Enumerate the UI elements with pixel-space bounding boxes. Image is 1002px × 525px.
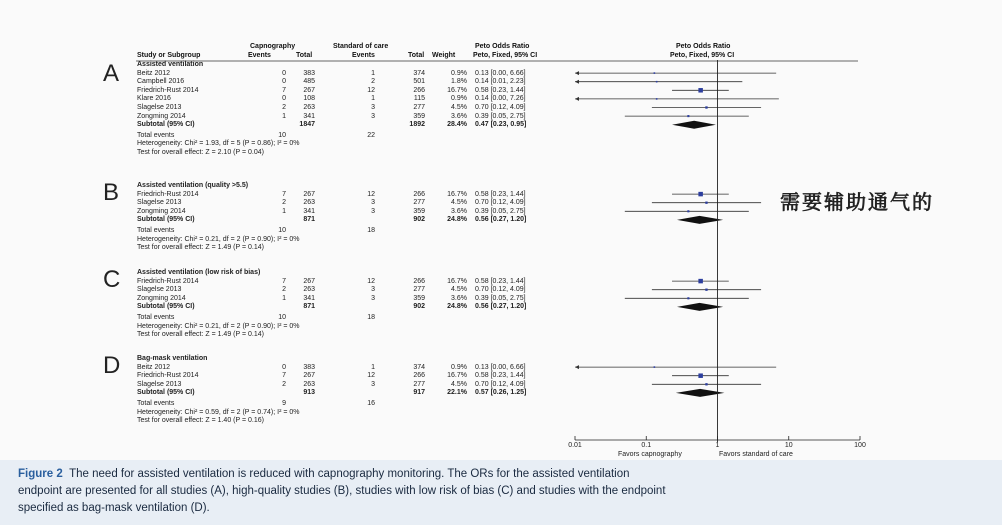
- or-ci-text: 0.58 [0.23, 1.44]: [475, 277, 526, 285]
- total-capnography: 267: [303, 277, 315, 285]
- events-standard: 1: [371, 69, 375, 77]
- caption-text-1: The need for assisted ventilation is reduced with capnography monitoring. The ORs for the assisted ventilation: [69, 468, 630, 480]
- subtotal-diamond: [677, 303, 723, 311]
- header-total-2: Total: [408, 52, 425, 59]
- ci-arrow: [575, 365, 579, 369]
- total-capnography: 263: [303, 286, 315, 294]
- weight: 16.7%: [447, 86, 467, 94]
- total-events-capnography: 10: [278, 131, 286, 139]
- header-weight: Weight: [432, 52, 456, 59]
- favors-standard-of-care-label: Favors standard of care: [719, 451, 793, 458]
- events-standard: 12: [367, 372, 375, 380]
- header-or-right: Peto Odds Ratio: [676, 43, 731, 50]
- subtotal-weight: 28.4%: [447, 121, 467, 129]
- study-name: Klare 2016: [137, 95, 171, 103]
- or-ci-text: 0.70 [0.12, 4.09]: [475, 380, 526, 388]
- total-events-label: Total events: [137, 131, 175, 139]
- or-ci-text: 0.58 [0.23, 1.44]: [475, 372, 526, 380]
- study-marker: [687, 115, 689, 117]
- weight: 0.9%: [451, 69, 467, 77]
- total-standard: 501: [413, 78, 425, 86]
- header-or-left-sub: Peto, Fixed, 95% CI: [473, 52, 538, 59]
- total-events-standard: 18: [367, 227, 375, 234]
- study-name: Beitz 2012: [137, 69, 171, 77]
- total-events-capnography: 9: [282, 400, 286, 407]
- total-events-label: Total events: [137, 227, 175, 234]
- events-capnography: 0: [282, 69, 286, 77]
- total-standard: 266: [413, 372, 425, 380]
- events-capnography: 1: [282, 294, 286, 302]
- total-standard: 115: [413, 95, 425, 103]
- events-capnography: 7: [282, 190, 286, 198]
- study-marker: [698, 88, 702, 92]
- heterogeneity-text: Heterogeneity: Chi² = 0.21, df = 2 (P = 0.90); I² = 0%: [137, 235, 300, 243]
- total-standard: 277: [413, 286, 425, 294]
- events-capnography: 2: [282, 380, 286, 388]
- or-ci-text: 0.70 [0.12, 4.09]: [475, 286, 526, 294]
- group-title: Assisted ventilation (low risk of bias): [137, 269, 261, 276]
- caption-line-3: specified as bag-mask ventilation (D).: [18, 502, 210, 514]
- ci-arrow: [575, 97, 579, 101]
- header-events-1: Events: [248, 52, 271, 59]
- study-marker: [656, 81, 658, 83]
- events-standard: 3: [371, 199, 375, 207]
- study-marker: [705, 289, 707, 291]
- total-standard: 359: [413, 207, 425, 215]
- total-events-label: Total events: [137, 314, 175, 321]
- total-capnography: 267: [303, 190, 315, 198]
- weight: 0.9%: [451, 95, 467, 103]
- weight: 4.5%: [451, 199, 467, 207]
- weight: 4.5%: [451, 286, 467, 294]
- events-capnography: 0: [282, 363, 286, 371]
- total-standard: 374: [413, 69, 425, 77]
- section-letter-d: D: [103, 352, 121, 379]
- events-standard: 3: [371, 112, 375, 120]
- total-capnography: 341: [303, 294, 315, 302]
- study-name: Zongming 2014: [137, 294, 186, 302]
- study-name: Friedrich-Rust 2014: [137, 277, 199, 285]
- total-capnography: 108: [303, 95, 315, 103]
- group-title: Assisted ventilation: [137, 61, 204, 68]
- events-capnography: 7: [282, 372, 286, 380]
- events-standard: 1: [371, 363, 375, 371]
- total-events-standard: 18: [367, 314, 375, 321]
- study-marker: [654, 366, 656, 368]
- weight: 16.7%: [447, 277, 467, 285]
- total-capnography: 267: [303, 86, 315, 94]
- weight: 3.6%: [451, 112, 467, 120]
- total-events-capnography: 10: [278, 227, 286, 234]
- events-capnography: 1: [282, 112, 286, 120]
- caption-line-1: [18, 468, 630, 480]
- group-title: Assisted ventilation (quality >5.5): [137, 182, 249, 189]
- header-capnography: Capnography: [250, 43, 296, 50]
- overall-effect-text: Test for overall effect: Z = 1.49 (P = 0.14): [137, 331, 264, 339]
- total-standard: 359: [413, 294, 425, 302]
- total-events-standard: 22: [367, 131, 375, 139]
- overall-effect-text: Test for overall effect: Z = 1.40 (P = 0.16): [137, 417, 264, 425]
- total-capnography: 341: [303, 112, 315, 120]
- study-name: Zongming 2014: [137, 207, 186, 215]
- total-standard: 277: [413, 104, 425, 111]
- subtotal-total-standard: 917: [413, 389, 425, 397]
- events-capnography: 1: [282, 207, 286, 215]
- or-ci-text: 0.13 [0.00, 6.66]: [475, 363, 526, 371]
- total-capnography: 383: [303, 69, 315, 77]
- total-capnography: 341: [303, 207, 315, 215]
- or-ci-text: 0.14 [0.00, 7.26]: [475, 95, 526, 103]
- header-or-right-sub: Peto, Fixed, 95% CI: [670, 52, 735, 59]
- chinese-annotation: 需要辅助通气的: [780, 192, 934, 214]
- subtotal-total-capnography: 871: [303, 303, 315, 311]
- total-capnography: 263: [303, 380, 315, 388]
- events-capnography: 2: [282, 104, 286, 111]
- study-name: Slagelse 2013: [137, 104, 182, 111]
- or-ci-text: 0.70 [0.12, 4.09]: [475, 199, 526, 207]
- subtotal-diamond: [677, 216, 723, 224]
- section-letter-a: A: [103, 60, 120, 87]
- events-standard: 2: [371, 78, 375, 86]
- x-tick-label: 10: [784, 442, 793, 449]
- events-standard: 3: [371, 294, 375, 302]
- subtotal-weight: 24.8%: [447, 303, 467, 311]
- events-standard: 12: [367, 190, 375, 198]
- study-marker: [698, 192, 702, 196]
- subtotal-weight: 24.8%: [447, 216, 467, 224]
- study-name: Campbell 2016: [137, 78, 185, 86]
- events-standard: 1: [371, 95, 375, 103]
- events-capnography: 0: [282, 95, 286, 103]
- study-name: Slagelse 2013: [137, 380, 182, 388]
- subtotal-label: Subtotal (95% CI): [137, 216, 195, 224]
- total-standard: 266: [413, 86, 425, 94]
- ci-arrow: [575, 71, 579, 75]
- subtotal-label: Subtotal (95% CI): [137, 303, 195, 311]
- weight: 4.5%: [451, 104, 467, 111]
- events-standard: 12: [367, 86, 375, 94]
- study-name: Beitz 2012: [137, 363, 171, 371]
- total-standard: 359: [413, 112, 425, 120]
- events-standard: 12: [367, 277, 375, 285]
- group-title: Bag-mask ventilation: [137, 355, 208, 362]
- section-letter-b: B: [103, 179, 120, 206]
- x-tick-label: 1: [715, 442, 720, 449]
- study-marker: [698, 373, 702, 377]
- weight: 1.8%: [451, 78, 467, 86]
- x-tick-label: 0.1: [641, 442, 652, 449]
- study-name: Slagelse 2013: [137, 199, 182, 207]
- study-marker: [687, 210, 689, 212]
- x-tick-label: 0.01: [568, 442, 582, 449]
- subtotal-total-capnography: 1847: [299, 121, 315, 129]
- subtotal-total-standard: 902: [413, 303, 425, 311]
- ci-arrow: [575, 80, 579, 84]
- study-name: Friedrich-Rust 2014: [137, 190, 199, 198]
- weight: 4.5%: [451, 380, 467, 388]
- weight: 3.6%: [451, 294, 467, 302]
- subtotal-weight: 22.1%: [447, 389, 467, 397]
- study-marker: [705, 106, 707, 108]
- weight: 16.7%: [447, 372, 467, 380]
- events-capnography: 7: [282, 277, 286, 285]
- total-events-capnography: 10: [278, 314, 286, 321]
- subtotal-ci-text: 0.56 [0.27, 1.20]: [475, 216, 527, 224]
- events-standard: 3: [371, 380, 375, 388]
- subtotal-total-capnography: 871: [303, 216, 315, 224]
- weight: 0.9%: [451, 363, 467, 371]
- study-name: Friedrich-Rust 2014: [137, 86, 199, 94]
- favors-capnography-label: Favors capnography: [618, 451, 682, 458]
- study-name: Zongming 2014: [137, 112, 186, 120]
- study-name: Slagelse 2013: [137, 286, 182, 294]
- study-marker: [698, 279, 702, 283]
- total-capnography: 383: [303, 363, 315, 371]
- subtotal-total-capnography: 913: [303, 389, 315, 397]
- total-standard: 266: [413, 190, 425, 198]
- events-standard: 3: [371, 286, 375, 294]
- total-capnography: 267: [303, 372, 315, 380]
- weight: 3.6%: [451, 207, 467, 215]
- heterogeneity-text: Heterogeneity: Chi² = 0.59, df = 2 (P = 0.74); I² = 0%: [137, 408, 300, 416]
- total-capnography: 485: [303, 78, 315, 86]
- or-ci-text: 0.39 [0.05, 2.75]: [475, 294, 526, 302]
- header-standard-of-care: Standard of care: [333, 43, 389, 50]
- or-ci-text: 0.58 [0.23, 1.44]: [475, 86, 526, 94]
- header-study: Study or Subgroup: [137, 52, 201, 59]
- events-capnography: 7: [282, 86, 286, 94]
- overall-effect-text: Test for overall effect: Z = 2.10 (P = 0.04): [137, 149, 264, 156]
- header-total-1: Total: [296, 52, 313, 59]
- or-ci-text: 0.14 [0.01, 2.23]: [475, 78, 526, 86]
- total-standard: 374: [413, 363, 425, 371]
- or-ci-text: 0.39 [0.05, 2.75]: [475, 207, 526, 215]
- weight: 16.7%: [447, 190, 467, 198]
- figure-caption: [0, 460, 1002, 525]
- subtotal-label: Subtotal (95% CI): [137, 389, 195, 397]
- overall-effect-text: Test for overall effect: Z = 1.49 (P = 0.14): [137, 244, 264, 252]
- events-capnography: 0: [282, 78, 286, 86]
- total-events-label: Total events: [137, 400, 175, 407]
- subtotal-total-standard: 902: [413, 216, 425, 224]
- total-standard: 277: [413, 199, 425, 207]
- subtotal-diamond: [672, 121, 716, 129]
- total-standard: 266: [413, 277, 425, 285]
- or-ci-text: 0.70 [0.12, 4.09]: [475, 104, 526, 111]
- subtotal-ci-text: 0.56 [0.27, 1.20]: [475, 303, 527, 311]
- total-events-standard: 16: [367, 400, 375, 407]
- study-marker: [705, 383, 707, 385]
- or-ci-text: 0.58 [0.23, 1.44]: [475, 190, 526, 198]
- study-marker: [654, 72, 656, 74]
- or-ci-text: 0.39 [0.05, 2.75]: [475, 112, 526, 120]
- study-marker: [656, 98, 658, 100]
- caption-figure-label: Figure 2: [18, 468, 63, 480]
- events-standard: 3: [371, 207, 375, 215]
- study-name: Friedrich-Rust 2014: [137, 372, 199, 380]
- subtotal-ci-text: 0.47 [0.23, 0.95]: [475, 121, 527, 129]
- section-letter-c: C: [103, 266, 121, 293]
- header-or-left: Peto Odds Ratio: [475, 43, 530, 50]
- total-standard: 277: [413, 380, 425, 388]
- caption-line-2: endpoint are presented for all studies (A), high-quality studies (B), studies with low risk of bias (C) and studies with the endpoint: [18, 485, 666, 497]
- or-ci-text: 0.13 [0.00, 6.66]: [475, 69, 526, 77]
- header-events-2: Events: [352, 52, 375, 59]
- events-capnography: 2: [282, 199, 286, 207]
- subtotal-total-standard: 1892: [409, 121, 425, 129]
- study-marker: [705, 202, 707, 204]
- subtotal-label: Subtotal (95% CI): [137, 121, 195, 129]
- heterogeneity-text: Heterogeneity: Chi² = 1.93, df = 5 (P = 0.86); I² = 0%: [137, 140, 300, 148]
- events-capnography: 2: [282, 286, 286, 294]
- subtotal-ci-text: 0.57 [0.26, 1.25]: [475, 389, 527, 397]
- heterogeneity-text: Heterogeneity: Chi² = 0.21, df = 2 (P = 0.90); I² = 0%: [137, 322, 300, 330]
- x-tick-label: 100: [854, 442, 866, 449]
- total-capnography: 263: [303, 104, 315, 111]
- events-standard: 3: [371, 104, 375, 111]
- study-marker: [687, 297, 689, 299]
- total-capnography: 263: [303, 199, 315, 207]
